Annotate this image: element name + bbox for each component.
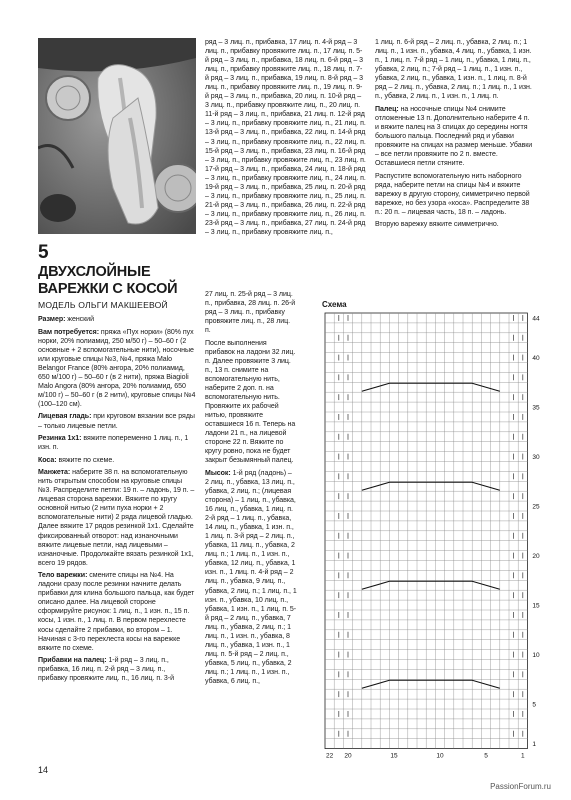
row-label: 44 — [532, 315, 540, 323]
chart-grid — [322, 310, 547, 765]
column-label: 10 — [436, 752, 444, 760]
size-paragraph: Размер: женский — [38, 316, 94, 323]
page-number: 14 — [38, 765, 49, 775]
column-label: 22 — [325, 752, 334, 760]
row-label: 1 — [532, 741, 537, 749]
row-label: 5 — [532, 701, 537, 709]
text-column-2 — [205, 38, 366, 241]
body-paragraph: Тело варежки: смените спицы на №4. На ладони сразу после резинки начните делать прибавки для клина большого пальца, как будет описано далее. На лицевой стороне сформируйте рисунок: 1 лиц. п., 1 изн. п., 15 п. косы, 1 изн. п., 1 лиц. п. В первом перехлесте косы сделайте 2 прибавки, во втором – 1. Начиная с 3-го перехлеста косы на варежке вяжите по схеме. — [38, 572, 195, 652]
column-label: 15 — [390, 752, 398, 760]
thumb-increase-continued: ряд – 3 лиц. п., прибавка, 17 лиц. п. 4-й ряд – 3 лиц. п., прибавку провяжите лиц. п., 17 лиц. п. 5-й ряд – 3 лиц. п., прибавка, 18 лиц. п. 6-й ряд – 3 лиц. п., прибавку провяжите лиц. п., 18 лиц. п. 7-й ряд – 3 лиц. п., прибавка, 19 лиц. п. 8-й ряд – 3 лиц. п., прибавку провяжите лиц. п., 19 лиц. п. 9-й ряд – 3 лиц. п., прибавка, 20 лиц. п. 10-й ряд – 3 лиц. п., прибавку провяжите лиц. п., 20 лиц. п. 11-й ряд – 3 лиц. п., прибавка, 21 лиц. п. 12-й ряд – 3 лиц. п., прибавку провяжите лиц. п., 21 лиц. п. 13-й ряд – 3 лиц. п., прибавка, 22 лиц. п. 14-й ряд – 3 лиц. п., прибавку провяжите лиц. п., 22 лиц. п. 15-й ряд – 3 лиц. п., прибавка, 23 лиц. п. 16-й ряд – 3 лиц. п., прибавку провяжите лиц. п., 23 лиц. п. 17-й ряд – 3 лиц. п., прибавка, 24 лиц. п. 18-й ряд – 3 лиц. п., прибавку провяжите лиц. п., 24 лиц. п. 19-й ряд – 3 лиц. п., прибавка, 25 лиц. п. 20-й ряд – 3 лиц. п., прибавку провяжите лиц. п., 25 лиц. п. 21-й ряд – 3 лиц. п., прибавка, 26 лиц. п. 22-й ряд – 3 лиц. п., прибавку провяжите лиц. п., 26 лиц. п. 23-й ряд – 3 лиц. п., прибавка, 27 лиц. п. 24-й ряд – 3 лиц. п., прибавку провяжите лиц. п., — [205, 39, 366, 236]
second-mitten-paragraph: Вторую варежку вяжите симметрично. — [375, 221, 499, 229]
pattern-number: 5 — [38, 242, 49, 263]
cuff-paragraph: Манжета: наберите 38 п. на вспомогательную нить открытым способом на круговые спицы №3. Распределите петли: 19 п. – ладонь, 19 п. – лицевая сторона варежки. Вяжите по кругу основной нитью (2 нити пуха норки + 2 вспомогательные нити) 2 ряда лицевой гладью. Далее вяжите 17 рядов резинкой 1х1. Сделайте фиксированный отворот: над изнаночными вяжите лицевые петли, над лицевыми – изнаночные. Продолжайте вязать резинкой 1х1, всего 19 рядов. — [38, 469, 195, 567]
text-column-1 — [38, 315, 196, 687]
row-label: 35 — [532, 404, 540, 412]
thumb-increase-end: 27 лиц. п. 25-й ряд – 3 лиц. п., прибавка, 28 лиц. п. 26-й ряд – 3 лиц. п., прибавку провяжите лиц. п., 28 лиц. п. — [205, 291, 296, 335]
row-label: 10 — [532, 652, 540, 660]
toe-paragraph: Мысок: 1-й ряд (ладонь) – 2 лиц. п., убавка, 13 лиц. п., убавка, 2 лиц. п.; (лицевая сторона) – 1 лиц. п., убавка, 16 лиц. п., убавка, 1 лиц. п. 2-й ряд – 1 лиц. п., убавка, 14 лиц. п., убавка, 1 изн. п., 1 лиц. п. 3-й ряд – 2 лиц. п., убавка, 11 лиц. п., убавка, 2 лиц. п.; 1 лиц. п., 1 изн. п., убавка, 12 лиц. п., убавка, 1 изн. п., 1 лиц. п. 4-й ряд – 2 лиц. п., убавка, 9 лиц. п., убавка, 2 лиц. п.; 1 лиц. п., 1 изн. п., убавка, 10 лиц. п., убавка, 1 изн. п., 1 лиц. п. 5-й ряд – 2 лиц. п., убавка, 7 лиц. п., убавка, 2 лиц. п.; 1 лиц. п., 1 изн. п., убавка, 8 лиц. п., убавка, 1 изн. п., 1 лиц. п. 5-й ряд – 2 лиц. п., убавка, 5 лиц. п., убавка, 2 лиц. п.; 1 лиц. п., 1 изн. п., убавка, 6 лиц. п., — [205, 469, 297, 685]
column-label: 1 — [520, 752, 525, 760]
knitting-chart — [322, 300, 547, 765]
row-label: 40 — [532, 355, 540, 363]
watermark: PassionForum.ru — [490, 782, 551, 791]
mittens-photo — [38, 38, 196, 234]
pattern-author: МОДЕЛЬ ОЛЬГИ МАКШЕЕВОЙ — [38, 300, 168, 310]
text-column-3 — [375, 38, 533, 233]
row-label: 25 — [532, 503, 540, 511]
thumb-paragraph: Палец: на носочные спицы №4 снимите отложенные 13 п. Дополнительно наберите 4 п. и вяжите палец на 3 спицах до середины ногтя большого пальца. Последний ряд и убавки провяжите на спицах на размер меньше. Убавки – все петли провяжите по 2 п. вместе. Оставшиеся петли стяните. — [375, 105, 533, 168]
row-label: 20 — [532, 553, 540, 561]
after-increase-paragraph: После выполнения прибавок на ладони 32 лиц. п. Далее провяжите 3 лиц. п., 13 п. снимите на вспомогательную нить, наберите 2 доп. п. на вспомогательную нить. Провяжите их рабочей нитью, провяжите оставшиеся 16 п. Теперь на ладони 21 п., на лицевой стороне 22 п. Вяжите по кругу ровно, пока не будет закрыт безымянный палец. — [205, 339, 296, 465]
stockinette-paragraph: Лицевая гладь: при круговом вязании все ряды – только лицевые петли. — [38, 413, 195, 430]
chart-title: Схема — [322, 300, 347, 309]
braid-paragraph: Коса: вяжите по схеме. — [38, 456, 115, 464]
pattern-title: ДВУХСЛОЙНЫЕ ВАРЕЖКИ С КОСОЙ — [38, 264, 178, 297]
materials-paragraph: Вам потребуется: пряжа «Пух норки» (80% пух норки, 20% полиамид, 250 м/50 г) – 50–60 г (2 основные + 2 вспомогательные нити), носочные или круговые спицы №3, №4, пряжа Malo Belangor France (80% ангора, 20% полиамид, 650 м/100 г) – 50–60 г (в 2 нити), пряжа Biagioli Malo Angora (80% ангора, 20% полиамид, 650 м/100 г) – 50–60 г (в 2 нити), круговые спицы №4 (100–120 см). — [38, 328, 196, 408]
second-side-paragraph: Распустите вспомогательную нить наборного ряда, наберите петли на спицы №4 и вяжите варежку в другую сторону, симметрично первой варежке, но без узора «коса». Распределите 38 п.: 20 п. – лицевая часть, 18 п. – ладонь. — [375, 172, 530, 216]
rib-paragraph: Резинка 1х1: вяжите попеременно 1 лиц. п., 1 изн. п. — [38, 435, 189, 452]
text-column-2-narrow — [205, 290, 297, 690]
column-label: 5 — [484, 752, 488, 760]
column-label: 20 — [344, 752, 352, 760]
thumb-increase-paragraph: Прибавки на палец: 1-й ряд – 3 лиц. п., прибавка, 16 лиц. п. 2-й ряд – 3 лиц. п., прибавку провяжите лиц. п., 16 лиц. п. 3-й — [38, 657, 174, 683]
row-label: 15 — [532, 602, 540, 610]
toe-continued: 1 лиц. п. 6-й ряд – 2 лиц. п., убавка, 2 лиц. п.; 1 лиц. п., 1 изн. п., убавка, 4 лиц. п., убавка, 1 изн. п., 1 лиц. п. 7-й ряд – 1 лиц. п., убавка, 1 лиц. п., убавка, 2 лиц. п.; 7-й ряд – 1 лиц. п., 1 изн. п., убавка, 2 лиц. п., убавка, 1 изн. п., 1 лиц. п. 8-й ряд – 2 лиц. п., убавка, 2 лиц. п.; 1 лиц. п., 1 изн. п., убавка, 2 лиц. п., 1 изн. п., 1 лиц. п. — [375, 39, 532, 101]
row-label: 30 — [532, 454, 540, 462]
